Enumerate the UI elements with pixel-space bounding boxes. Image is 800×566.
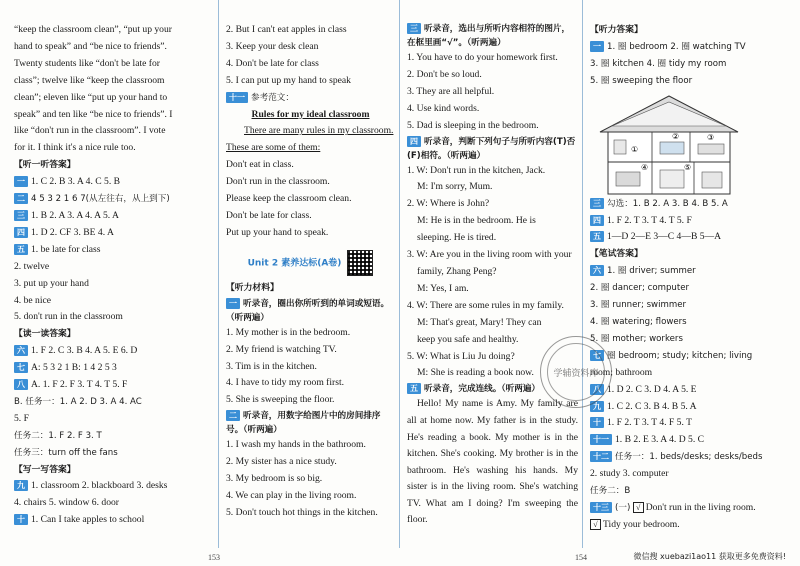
question-text: 听录音，用数字给图片中的房间排序号。（听两遍）	[226, 411, 381, 436]
text-line: for it. I think it's a nice rule too.	[14, 142, 136, 154]
text-line: class”; twelve like “keep the classroom	[14, 74, 165, 86]
script-line: 4. I have to tidy my room first.	[226, 377, 345, 389]
answer-line: 任务二：1. F 2. F 3. T	[14, 430, 102, 441]
answer-text: A. 1. F 2. F 3. T 4. T 5. F	[31, 379, 128, 391]
answer-line: 5. 圈 sweeping the floor	[590, 75, 693, 86]
question-number: 八	[14, 379, 28, 390]
answer-line: 3. 圈 runner; swimmer	[590, 300, 687, 311]
question-number: 十	[590, 417, 604, 428]
room-number: ③	[707, 132, 715, 142]
script-line: 2. Don't be so loud.	[407, 68, 482, 80]
script-line: 3. My bedroom is so big.	[226, 473, 323, 485]
column-3	[401, 0, 583, 548]
answer-row	[590, 213, 794, 230]
answer-row	[590, 432, 794, 449]
question-number: 一	[14, 176, 28, 187]
script-line: 5. Dad is sleeping in the bedroom.	[407, 119, 539, 131]
room-number: ②	[672, 131, 680, 141]
answer-text: 1. B 2. E 3. A 4. D 5. C	[615, 434, 705, 446]
script-line: 5. Don't touch hot things in the kitchen.	[226, 506, 378, 518]
question-number: 十	[14, 514, 28, 525]
dialog-line: M: I'm sorry, Mum.	[417, 181, 493, 193]
answer-text: 1. 圈 driver; summer	[607, 266, 696, 277]
answer-line: 3. put up your hand	[14, 277, 89, 289]
answer-row	[14, 208, 212, 225]
answer-row	[590, 449, 794, 466]
question-number: 三	[14, 210, 28, 221]
answer-text: 1. C 2. B 3. A 4. C 5. B	[31, 176, 121, 188]
passage: Hello! My name is Amy. My family are all at home now. My father is in the study. He's reading a book. My mother is in the kitchen. She's cooking. My brother is in the bathroom. He's washing his hands. My sister is in the living room. She's watching TV. What am I doing? I'm sweeping the floor.	[407, 398, 578, 526]
script-line: 1. I wash my hands in the bathroom.	[226, 439, 366, 451]
answer-row	[590, 348, 794, 365]
text-line: like “don't run in the classroom”. I vote	[14, 125, 166, 137]
question-text: 听录音，判断下列句子与所听内容(T)否(F)相符。（听两遍）	[407, 136, 576, 161]
essay-line: Don't run in the classroom.	[226, 176, 330, 188]
question-number: 九	[14, 480, 28, 491]
dialog-line: family, Zhang Peng?	[417, 265, 497, 277]
essay-title: Rules for my ideal classroom	[251, 108, 370, 120]
answer-row	[590, 39, 794, 56]
answer-text: 1—D 2—E 3—C 4—B 5—A	[607, 231, 722, 243]
question-number: 五	[590, 231, 604, 242]
house-picture	[594, 92, 744, 196]
script-line: 2. My sister has a nice study.	[226, 456, 337, 468]
text-line: clean”; eleven like “put up your hand to	[14, 91, 168, 103]
question-number: 三	[407, 23, 421, 34]
dialog-line: M: He is in the bedroom. He is	[417, 215, 536, 227]
answer-text: 1. classroom 2. blackboard 3. desks	[31, 480, 168, 492]
question-number: 二	[226, 410, 240, 421]
question-number: 四	[590, 215, 604, 226]
dialog-line: M: She is reading a book now.	[417, 367, 534, 379]
answer-line: 2. twelve	[14, 260, 50, 272]
dialog-line: 5. W: What is Liu Ju doing?	[407, 350, 515, 362]
answer-row	[590, 500, 794, 517]
answer-text: A: 5 3 2 1 B: 1 4 2 5 3	[31, 362, 117, 374]
answer-line: 5. 圈 mother; workers	[590, 333, 683, 344]
answer-row	[590, 415, 794, 432]
unit-heading	[226, 250, 395, 276]
essay-line: Don't be late for class.	[226, 209, 312, 221]
dialog-line: M: That's great, Mary! They can	[417, 316, 542, 328]
answer-text: 1. C 2. C 3. B 4. B 5. A	[607, 400, 697, 412]
answer-row	[590, 196, 794, 213]
answer-text: 勾选：1. B 2. A 3. B 4. B 5. A	[607, 198, 728, 209]
column-2	[220, 0, 400, 548]
section-title: 【听一听答案】	[14, 160, 76, 171]
text-line: hand to speak” and “be nice to friends”.	[14, 40, 167, 52]
question-number: 十二	[590, 451, 612, 462]
answer-row	[14, 191, 212, 208]
question-number: 一	[590, 41, 604, 52]
dialog-line: 3. W: Are you in the living room with your	[407, 249, 572, 261]
watermark-text: 学辅资料库	[553, 369, 599, 379]
qr-code-icon	[347, 250, 373, 276]
question-number: 一	[226, 298, 240, 309]
section-title: 【笔试答案】	[590, 249, 643, 260]
answer-text: 圈 bedroom; study; kitchen; living	[607, 350, 753, 361]
question-number: 十一	[226, 92, 248, 103]
section-title: 【写一写答案】	[14, 464, 76, 475]
answer-row	[14, 512, 212, 529]
answer-line: 3. Keep your desk clean	[226, 40, 319, 52]
script-line: 1. My mother is in the bedroom.	[226, 326, 351, 338]
question-number: 七	[590, 350, 604, 361]
answer-row	[590, 517, 794, 534]
question-heading	[226, 297, 395, 325]
essay-line: Please keep the classroom clean.	[226, 193, 352, 205]
answer-row	[14, 377, 212, 394]
footer-promo: 微信搜 xuebazi1ao11 获取更多免费资料!	[633, 552, 786, 561]
answer-text: 1. 圈 bedroom 2. 圈 watching TV	[607, 41, 746, 52]
answer-line: 5. I can put up my hand to speak	[226, 74, 351, 86]
script-line: 1. You have to do your homework first.	[407, 52, 558, 63]
dialog-line: 1. W: Don't run in the kitchen, Jack.	[407, 164, 546, 176]
checkbox-icon: √	[633, 502, 644, 513]
essay-line: These are some of them:	[226, 142, 321, 154]
question-number: 三	[590, 198, 604, 209]
question-heading	[407, 135, 578, 163]
answer-line: 2. 圈 dancer; computer	[590, 283, 690, 294]
question-number: 四	[407, 136, 421, 147]
answer-text: 1. F 2. C 3. B 4. A 5. E 6. D	[31, 345, 138, 357]
question-heading	[226, 409, 395, 437]
dialog-line: 4. W: There are some rules in my family.	[407, 299, 564, 311]
question-text: 听录音，圈出你所听到的单词或短语。（听两遍）	[226, 298, 390, 323]
answer-line: 2. study 3. computer	[590, 468, 669, 480]
answer-line: 5. F	[14, 412, 29, 424]
question-number: 十三	[590, 502, 612, 513]
answer-line: 4. chairs 5. window 6. door	[14, 497, 119, 509]
answer-text: 1. B 2. A 3. A 4. A 5. A	[31, 209, 119, 221]
answer-line: 任务三：turn off the fans	[14, 447, 118, 458]
room-number: ⑤	[684, 162, 692, 172]
answer-line: 4. Don't be late for class	[226, 57, 319, 69]
section-title: 【听力材料】	[226, 282, 279, 293]
essay-line: There are many rules in my classroom.	[244, 125, 394, 137]
answer-text: 4 5 3 2 1 6 7(从左往右，从上到下)	[31, 194, 170, 205]
answer-row	[14, 478, 212, 495]
question-text: 听录音，完成连线。（听两遍）	[424, 384, 541, 395]
dialog-line: M: Yes, I am.	[417, 282, 469, 294]
script-line: 5. She is sweeping the floor.	[226, 394, 335, 406]
dialog-line: 2. W: Where is John?	[407, 198, 490, 210]
answer-line: 4. be nice	[14, 294, 52, 306]
answer-row	[590, 263, 794, 280]
dialog-line: keep you safe and healthy.	[417, 333, 519, 345]
answer-row	[590, 399, 794, 416]
question-text: 听录音，选出与所听内容相符的图片，在框里画“√”。（听两遍）	[407, 24, 571, 48]
sample-label: 参考范文：	[251, 92, 294, 103]
answer-text: 1. F 2. T 3. T 4. F 5. T	[607, 417, 692, 429]
answer-row	[14, 360, 212, 377]
answer-text: 1. F 2. T 3. T 4. T 5. F	[607, 214, 692, 226]
answer-row	[14, 242, 212, 259]
answer-line: 任务二：B	[590, 486, 631, 497]
script-line: 3. Tim is in the kitchen.	[226, 360, 317, 372]
script-line: 4. We can play in the living room.	[226, 489, 357, 501]
section-title: 【听力答案】	[590, 25, 643, 35]
question-number: 十一	[590, 434, 612, 445]
answer-line: room; bathroom	[590, 366, 653, 378]
question-number: 六	[590, 265, 604, 276]
essay-line: Don't eat in class.	[226, 159, 294, 171]
script-line: 2. My friend is watching TV.	[226, 343, 337, 355]
question-number: 六	[14, 345, 28, 356]
answer-row	[14, 343, 212, 360]
answer-text: 1. be late for class	[31, 243, 101, 255]
checkbox-icon: √	[590, 519, 601, 530]
answer-text: 1. D 2. CF 3. BE 4. A	[31, 226, 114, 238]
text-line: speak” and ten like “be nice to friends”. I	[14, 108, 173, 120]
script-line: 4. Use kind words.	[407, 102, 480, 114]
essay-continuation	[14, 22, 212, 157]
column-1	[0, 0, 219, 548]
question-number: 七	[14, 362, 28, 373]
answer-line: 5. don't run in the classroom	[14, 311, 123, 323]
answer-row	[226, 90, 395, 107]
question-number: 九	[590, 401, 604, 412]
answer-row	[590, 229, 794, 246]
section-title: 【读一读答案】	[14, 329, 76, 340]
essay-line: Put up your hand to speak.	[226, 226, 329, 238]
text-line: “keep the classroom clean”, “put up your	[14, 24, 172, 35]
question-number: 五	[407, 383, 421, 394]
answer-text: Tidy your bedroom.	[603, 518, 680, 530]
answer-line: 2. But I can't eat apples in class	[226, 24, 347, 35]
answer-line: 4. 圈 watering; flowers	[590, 316, 687, 327]
text-line: Twenty students like “don't be late for	[14, 57, 160, 69]
part-label: (一)	[615, 502, 631, 513]
answer-line: 3. 圈 kitchen 4. 圈 tidy my room	[590, 58, 727, 69]
question-number: 八	[590, 384, 604, 395]
answer-text: 任务一：1. beds/desks; desks/beds	[615, 452, 763, 463]
answer-row	[590, 382, 794, 399]
unit-title: Unit 2 素养达标(A卷)	[247, 258, 342, 269]
answer-text: Don't run in the living room.	[645, 501, 756, 513]
answer-row	[14, 225, 212, 242]
page-number-left: 153	[208, 553, 220, 562]
dialog-line: sleeping. He is tired.	[417, 232, 497, 244]
question-heading	[407, 22, 578, 50]
answer-text: 1. Can I take apples to school	[31, 514, 145, 526]
column-4	[584, 0, 800, 548]
answer-row	[14, 174, 212, 191]
question-number: 五	[14, 244, 28, 255]
script-line: 3. They are all helpful.	[407, 85, 495, 97]
page-number-right: 154	[575, 553, 587, 562]
room-number: ①	[631, 144, 639, 154]
answer-line: B. 任务一：1. A 2. D 3. A 4. AC	[14, 396, 142, 407]
question-number: 二	[14, 193, 28, 204]
answer-text: 1. D 2. C 3. D 4. A 5. E	[607, 383, 697, 395]
question-number: 四	[14, 227, 28, 238]
room-number: ④	[641, 162, 649, 172]
